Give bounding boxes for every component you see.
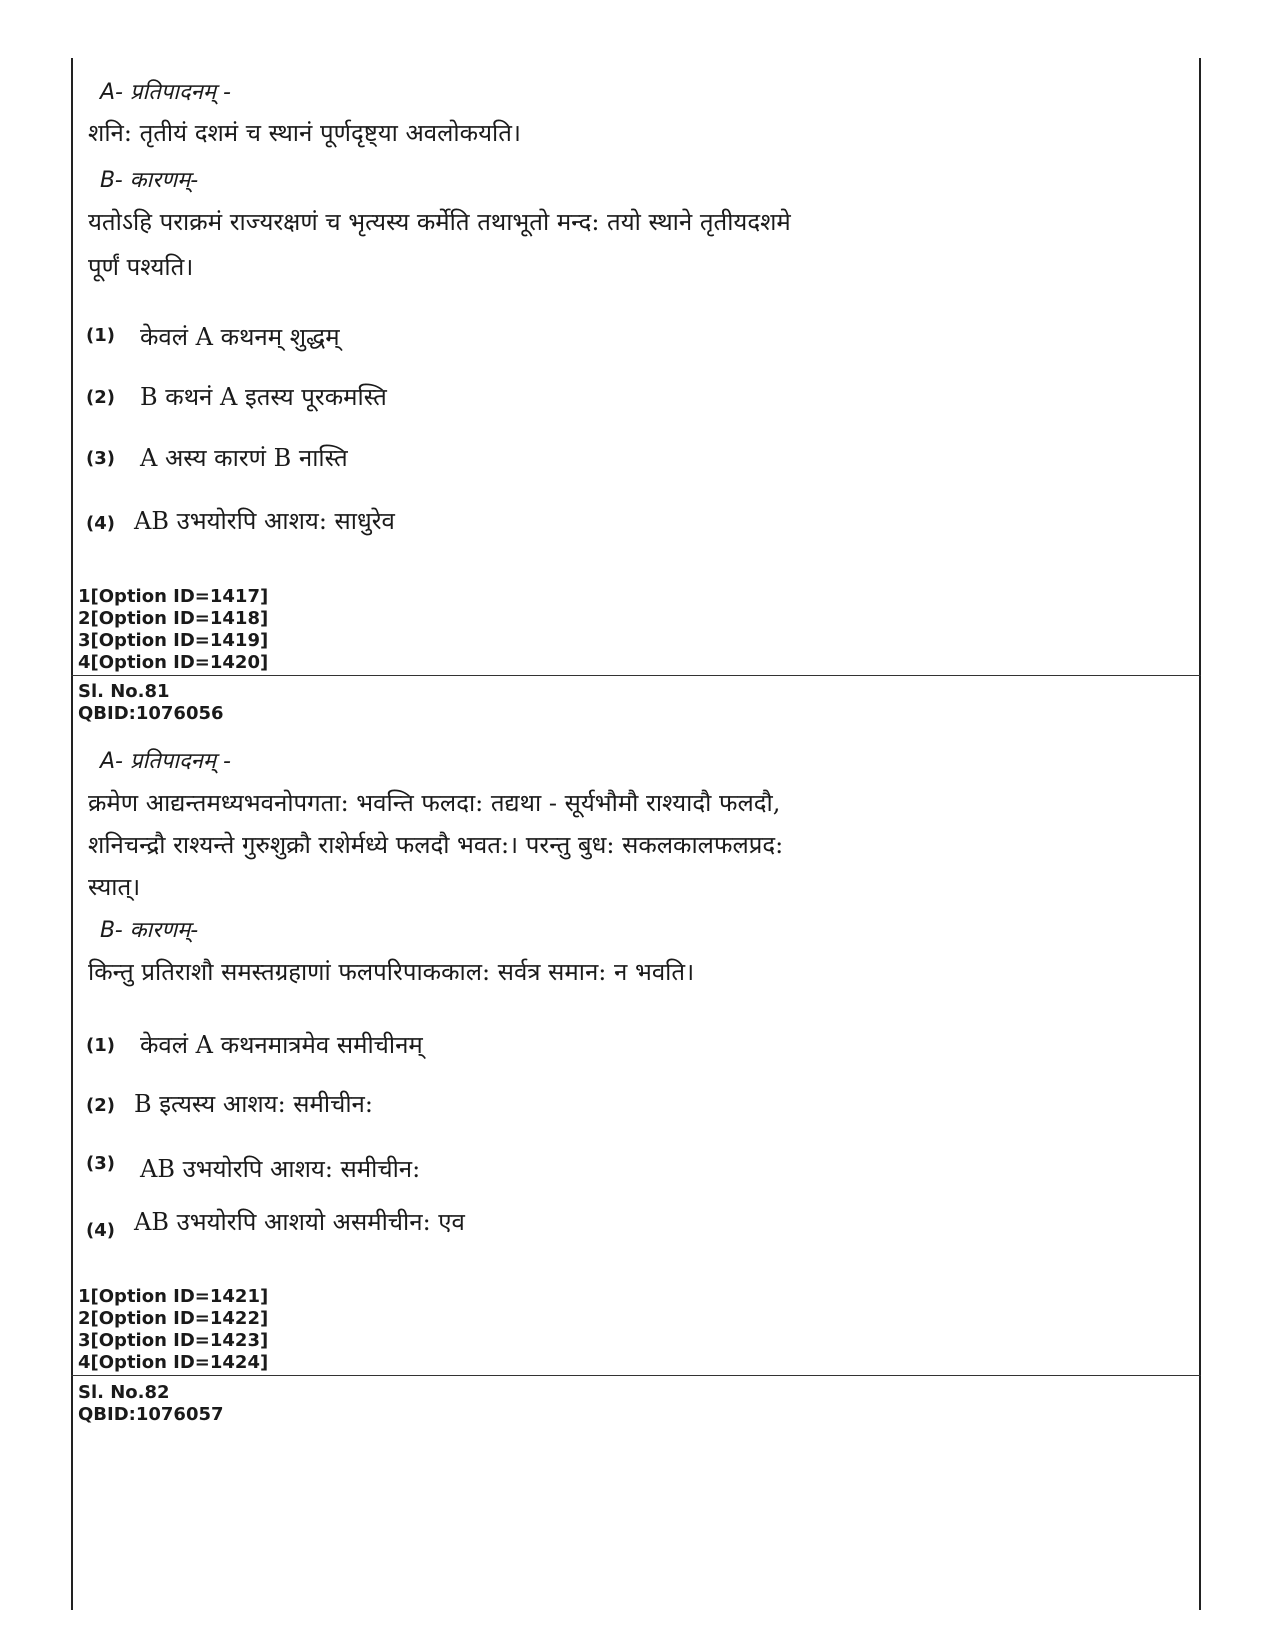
q80-option-4-text[interactable]: AB उभयोरपि आशय: साधुरेव xyxy=(134,507,395,535)
q80-option-1-number: (1) xyxy=(86,325,115,346)
q80-option-2-number: (2) xyxy=(86,387,115,408)
q81-header xyxy=(78,681,224,725)
q80-option-id-3: 3[Option ID=1419] xyxy=(78,630,269,651)
q82-header xyxy=(78,1382,224,1426)
q80-option-ids xyxy=(78,586,268,674)
q80-option-id-1: 1[Option ID=1417] xyxy=(78,586,269,607)
q82-serial-number: Sl. No.82 xyxy=(78,1382,170,1403)
question-divider xyxy=(71,1375,1201,1376)
q81-statement-b-label: B- कारणम्- xyxy=(100,918,199,943)
q80-option-1-text[interactable]: केवलं A कथनम् शुद्धम् xyxy=(140,323,340,351)
q80-statement-a-text: शनि: तृतीयं दशमं च स्थानं पूर्णदृष्ट्या अवलोकयति। xyxy=(88,119,521,147)
q80-option-id-2: 2[Option ID=1418] xyxy=(78,608,269,629)
q81-qbid: QBID:1076056 xyxy=(78,703,224,724)
q81-statement-a-text-line2: शनिचन्द्रौ राश्यन्ते गुरुशुक्रौ राशेर्मध्ये फलदौ भवत:। परन्तु बुध: सकलकालफलप्रद: xyxy=(88,831,784,859)
question-divider xyxy=(71,675,1201,676)
page-frame-right-border xyxy=(1199,58,1201,1610)
q81-option-3-number: (3) xyxy=(86,1153,115,1174)
q80-statement-a-label: A- प्रतिपादनम् - xyxy=(100,80,231,105)
q81-option-ids xyxy=(78,1286,268,1374)
q81-option-1-text[interactable]: केवलं A कथनमात्रमेव समीचीनम् xyxy=(140,1031,423,1059)
page-frame-left-border xyxy=(71,58,73,1610)
q81-option-1-number: (1) xyxy=(86,1035,115,1056)
q81-option-2-text[interactable]: B इत्यस्य आशय: समीचीन: xyxy=(134,1090,373,1118)
q81-statement-a-label: A- प्रतिपादनम् - xyxy=(100,749,231,774)
q81-option-id-3: 3[Option ID=1423] xyxy=(78,1330,269,1351)
q81-option-4-text[interactable]: AB उभयोरपि आशयो असमीचीन: एव xyxy=(134,1208,465,1236)
q80-option-id-4: 4[Option ID=1420] xyxy=(78,652,269,673)
q80-option-3-number: (3) xyxy=(86,448,115,469)
q80-statement-b-text-line2: पूर्णं पश्यति। xyxy=(88,253,194,281)
q81-serial-number: Sl. No.81 xyxy=(78,681,170,702)
q81-option-2-number: (2) xyxy=(86,1095,115,1116)
q81-statement-a-text-line1: क्रमेण आद्यन्तमध्यभवनोपगता: भवन्ति फलदा: तद्यथा - सूर्यभौमौ राश्यादौ फलदौ, xyxy=(88,789,781,817)
q81-statement-b-text: किन्तु प्रतिराशौ समस्तग्रहाणां फलपरिपाककाल: सर्वत्र समान: न भवति। xyxy=(88,958,695,986)
q81-option-4-number: (4) xyxy=(86,1220,115,1241)
q81-option-id-4: 4[Option ID=1424] xyxy=(78,1352,269,1373)
q80-option-3-text[interactable]: A अस्य कारणं B नास्ति xyxy=(140,444,348,472)
q80-option-2-text[interactable]: B कथनं A इतस्य पूरकमस्ति xyxy=(140,383,387,411)
q80-statement-b-label: B- कारणम्- xyxy=(100,168,199,193)
q81-option-id-1: 1[Option ID=1421] xyxy=(78,1286,269,1307)
q81-option-id-2: 2[Option ID=1422] xyxy=(78,1308,269,1329)
q82-qbid: QBID:1076057 xyxy=(78,1404,224,1425)
q80-option-4-number: (4) xyxy=(86,513,115,534)
q81-option-3-text[interactable]: AB उभयोरपि आशय: समीचीन: xyxy=(140,1155,421,1183)
q80-statement-b-text-line1: यतोऽहि पराक्रमं राज्यरक्षणं च भृत्यस्य कर्मेति तथाभूतो मन्द: तयो स्थाने तृतीयदशमे xyxy=(88,208,791,236)
q81-statement-a-text-line3: स्यात्। xyxy=(88,873,141,901)
